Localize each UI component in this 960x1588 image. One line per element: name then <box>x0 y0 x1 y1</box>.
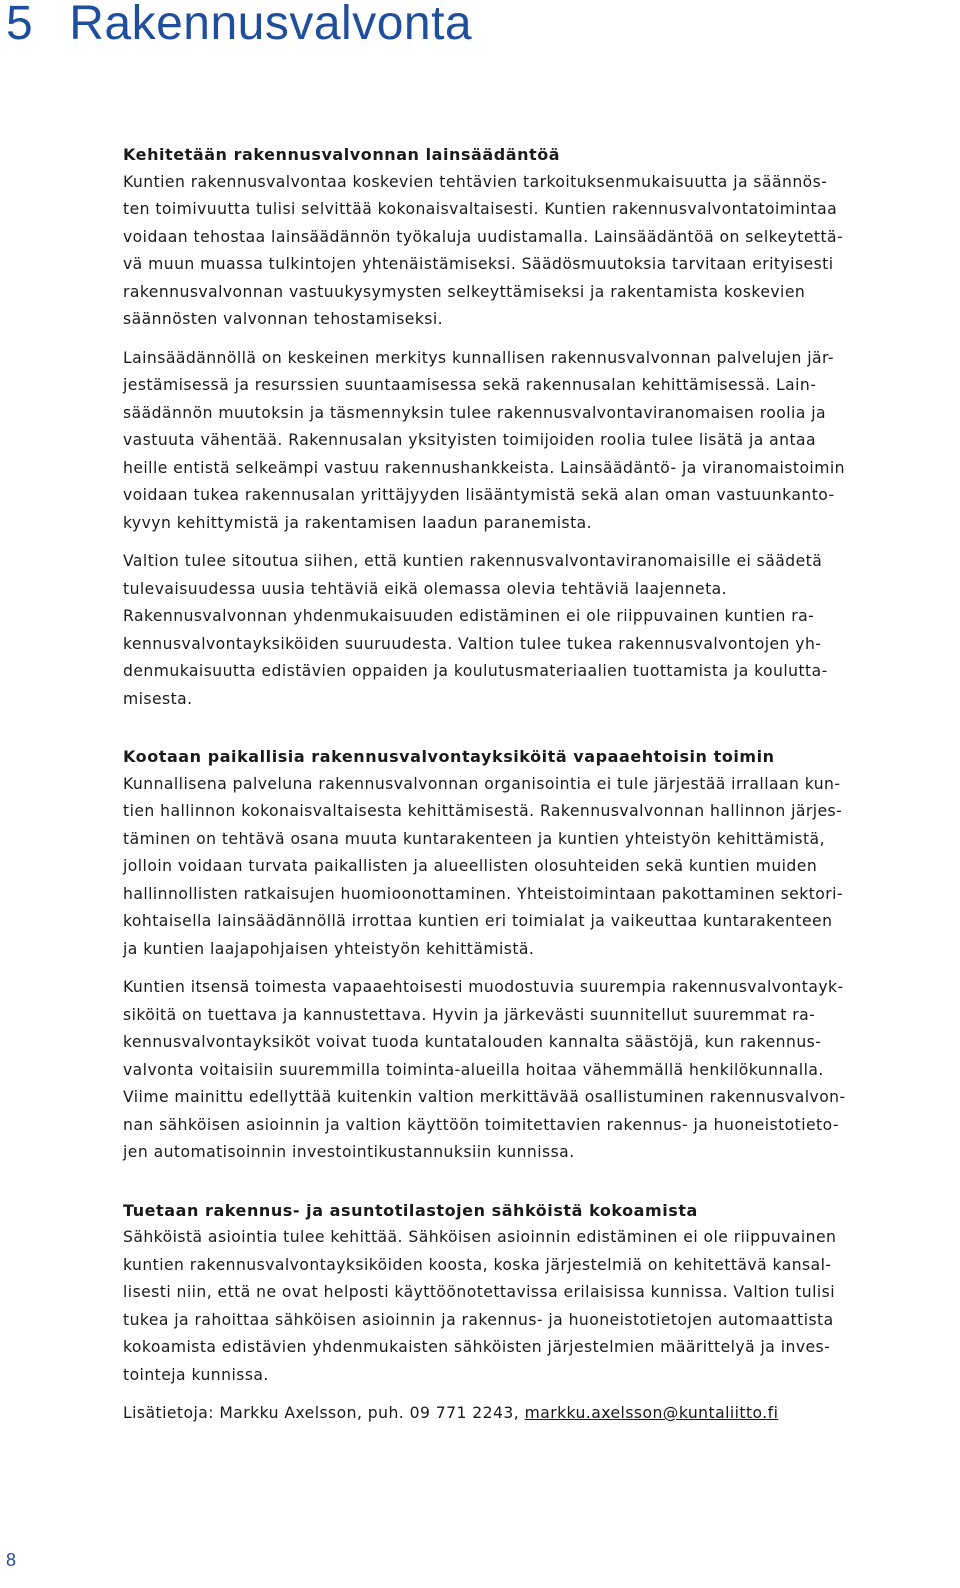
text-line: Viime mainittu edellyttää kuitenkin valtion merkittävää osallistuminen rakennusvalvon- <box>123 1088 846 1106</box>
text-line: heille entistä selkeämpi vastuu rakennushankkeista. Lainsäädäntö- ja viranomaistoimin <box>123 458 845 477</box>
text-line: vä muun muassa tulkintojen yhtenäistämiseksi. Säädösmuutoksia tarvitaan erityisesti <box>123 255 834 273</box>
paragraph <box>123 169 941 334</box>
text-line: säännösten valvonnan tehostamiseksi. <box>123 310 444 328</box>
text-line: täminen on tehtävä osana muuta kuntarakenteen ja kuntien yhteistyön kehittämistä, <box>123 829 825 848</box>
text-line: vastuuta vähentää. Rakennusalan yksityisten toimijoiden roolia tulee lisätä ja antaa <box>123 431 817 449</box>
text-line: valvonta voitaisiin suuremmilla toiminta-alueilla hoitaa vähemmällä henkilökunnalla. <box>123 1060 824 1079</box>
text-line: hallinnollisten ratkaisujen huomioonottaminen. Yhteistoimintaan pakottaminen sektori- <box>123 884 843 903</box>
text-line: jolloin voidaan turvata paikallisten ja alueellisten olosuhteiden sekä kuntien muiden <box>123 857 818 875</box>
text-line: Sähköistä asiointia tulee kehittää. Sähköisen asioinnin edistäminen ei ole riippuvainen <box>123 1228 837 1246</box>
section-heading: Kehitetään rakennusvalvonnan lainsäädäntöä <box>123 145 561 164</box>
text-line: tukea ja rahoittaa sähköisen asioinnin ja rakennus- ja huoneistotietojen automaattista <box>123 1310 834 1329</box>
document-body <box>123 141 941 1428</box>
text-line: siköitä on tuettava ja kannustettava. Hyvin ja järkevästi suunnitellut suuremmat ra- <box>123 1005 816 1024</box>
text-line: tointeja kunnissa. <box>123 1365 269 1384</box>
text-line: ja kuntien laajapohjaisen yhteistyön kehittämistä. <box>123 939 535 958</box>
text-line: Kunnallisena palveluna rakennusvalvonnan organisointia ei tule järjestää irrallaan kun- <box>123 774 841 793</box>
text-line: Kuntien rakennusvalvontaa koskevien tehtävien tarkoituksenmukaisuutta ja säännös- <box>123 172 828 191</box>
text-line: säädännön muutoksin ja täsmennyksin tulee rakennusvalvontaviranomaisen roolia ja <box>123 403 827 422</box>
text-line: kuntien rakennusvalvontayksiköiden koosta, koska järjestelmiä on kehitettävä kansal- <box>123 1255 832 1274</box>
paragraph <box>123 548 941 713</box>
text-line: rakennusvalvonnan vastuukysymysten selkeyttämiseksi ja rakentamista koskevien <box>123 282 806 301</box>
text-line: Valtion tulee sitoutua siihen, että kuntien rakennusvalvontaviranomaisille ei säädetä <box>123 552 823 570</box>
chapter-title-text: Rakennusvalvonta <box>69 0 473 50</box>
chapter-number: 5 <box>6 0 34 50</box>
text-line: jen automatisoinnin investointikustannuksiin kunnissa. <box>123 1143 575 1161</box>
text-line: kennusvalvontayksiköt voivat tuoda kuntatalouden kannalta säästöjä, kun rakennus- <box>123 1033 822 1051</box>
text-line: kennusvalvontayksiköiden suuruudesta. Valtion tulee tukea rakennusvalvontojen yh- <box>123 634 822 653</box>
contact-prefix: Lisätietoja: Markku Axelsson, puh. 09 771 2243, <box>123 1404 525 1422</box>
paragraph <box>123 345 941 538</box>
email-link[interactable]: markku.axelsson@kuntaliitto.fi <box>524 1404 779 1422</box>
section-local-units <box>123 743 941 1167</box>
paragraph <box>123 974 941 1167</box>
text-line: voidaan tukea rakennusalan yrittäjyyden lisääntymistä sekä alan oman vastuunkanto- <box>123 486 835 504</box>
contact-info <box>123 1400 941 1428</box>
text-line: lisesti niin, että ne ovat helposti käyttöönotettavissa erilaisissa kunnissa. Valtion tulisi <box>123 1283 835 1301</box>
section-heading: Kootaan paikallisia rakennusvalvontayksiköitä vapaaehtoisin toimin <box>123 747 775 766</box>
section-legislation <box>123 141 941 713</box>
text-line: kyvyn kehittymistä ja rakentamisen laadun paranemista. <box>123 513 593 532</box>
paragraph <box>123 1224 941 1389</box>
page-number: 8 <box>6 1550 17 1570</box>
text-line: ten toimivuutta tulisi selvittää kokonaisvaltaisesti. Kuntien rakennusvalvontatoimintaa <box>123 200 838 218</box>
text-line: Kuntien itsensä toimesta vapaaehtoisesti muodostuvia suurempia rakennusvalvontayk- <box>123 978 844 996</box>
text-line: nan sähköisen asioinnin ja valtion käyttöön toimitettavien rakennus- ja huoneistotieto- <box>123 1115 839 1134</box>
paragraph <box>123 771 941 964</box>
text-line: denmukaisuutta edistävien oppaiden ja koulutusmateriaalien tuottamista ja koulutta- <box>123 662 828 680</box>
text-line: misesta. <box>123 689 193 708</box>
text-line: kohtaisella lainsäädännöllä irrottaa kuntien eri toimialat ja vaikeuttaa kuntarakenteen <box>123 912 833 930</box>
text-line: Lainsäädännöllä on keskeinen merkitys kunnallisen rakennusvalvonnan palvelujen jär- <box>123 348 834 367</box>
text-line: kokoamista edistävien yhdenmukaisten sähköisten järjestelmien määrittelyä ja inves- <box>123 1338 831 1356</box>
text-line: tien hallinnon kokonaisvaltaisesta kehittämisestä. Rakennusvalvonnan hallinnon järjes- <box>123 802 843 820</box>
text-line: jestämisessä ja resurssien suuntaamisessa sekä rakennusalan kehittämisessä. Lain- <box>123 376 817 394</box>
section-heading: Tuetaan rakennus- ja asuntotilastojen sähköistä kokoamista <box>123 1200 698 1220</box>
text-line: tulevaisuudessa uusia tehtäviä eikä olemassa olevia tehtäviä laajenneta. <box>123 579 728 598</box>
section-statistics <box>123 1197 941 1428</box>
chapter-title <box>6 0 472 54</box>
text-line: voidaan tehostaa lainsäädännön työkaluja uudistamalla. Lainsäädäntöä on selkeytettä- <box>123 227 844 246</box>
text-line: Rakennusvalvonnan yhdenmukaisuuden edistäminen ei ole riippuvainen kuntien ra- <box>123 607 815 625</box>
